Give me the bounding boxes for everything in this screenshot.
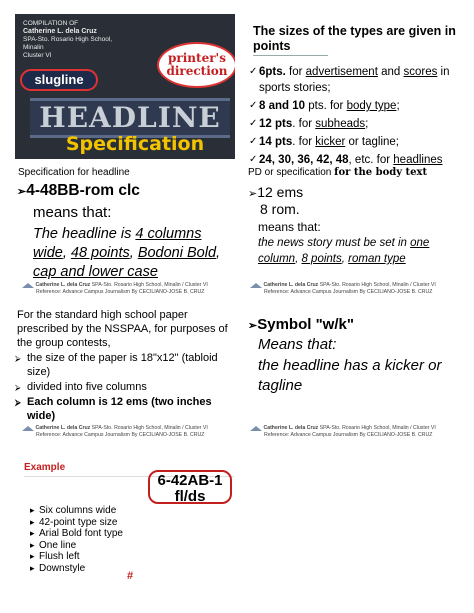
printer-direction-badge: [157, 42, 235, 88]
list-item: ✓ 8 and 10 pts. for body type;: [250, 98, 470, 114]
list-item: ▸ Arial Bold font type: [30, 528, 123, 540]
compilation-author: Catherine L. dela Cruz: [23, 28, 97, 35]
list-item: ✓ 6pts. for advertisement and scores in sports stories;: [250, 64, 470, 96]
headline-spec-slide: [15, 14, 235, 159]
example-list: [30, 505, 123, 574]
list-item: ▸ 42-point type size: [30, 517, 123, 529]
title-underline: [253, 55, 328, 56]
compilation-school: SPA-Sto. Rosario High School,: [23, 36, 113, 43]
slide-footer: Catherine L. dela Cruz SPA-Sto. Rosario High School, Minalin / Cluster VI Reference: Advance Campus Journalism By CECILIANO-JOSE B. CRUZ: [250, 282, 465, 296]
type-sizes-list: [250, 64, 470, 170]
list-item: ✓ 24, 30, 36, 42, 48, etc. for headlines: [250, 152, 470, 168]
example-label: Example: [24, 462, 66, 473]
list-item: ▸ Six columns wide: [30, 505, 123, 517]
slide-footer: Catherine L. dela Cruz SPA-Sto. Rosario High School, Minalin / Cluster VI Reference: Advance Campus Journalism By CECILIANO-JOSE B. CRUZ: [250, 425, 465, 439]
headline-spec-code: ➢4-48BB-rom clc: [17, 182, 140, 199]
type-sizes-title: The sizes of the types are given in points: [253, 24, 456, 53]
list-item: ⮚ divided into five columns: [17, 380, 237, 394]
example-code-line2: fl/ds: [174, 488, 206, 505]
paper-size-block: [17, 308, 237, 423]
headline-spec-description: The headline is 4 columns wide, 48 points, Bodoni Bold, cap and lower case: [33, 226, 221, 280]
symbol-description: the headline has a kicker or tagline: [258, 357, 442, 394]
slide-footer: Catherine L. dela Cruz SPA-Sto. Rosario High School, Minalin / Cluster VI Reference: Advance Campus Journalism By CECILIANO-JOSE B. CRUZ: [22, 282, 237, 296]
list-item: ▸ One line: [30, 540, 123, 552]
list-item: ✓ 12 pts. for subheads;: [250, 116, 470, 132]
means-that-label: Means that:: [258, 336, 337, 353]
compilation-place: Minalin: [23, 44, 44, 51]
list-item: ⮚ Each column is 12 ems (two inches wide): [17, 395, 237, 423]
arrow-bullet-icon: ➢: [248, 320, 258, 332]
compilation-cluster: Cluster VI: [23, 52, 52, 59]
slugline-badge: slugline: [20, 69, 98, 91]
means-that-label: means that:: [33, 204, 112, 221]
footer-logo-icon: [22, 282, 34, 289]
list-item: ⮚ the size of the paper is 18"x12" (tabloid size): [17, 351, 237, 379]
footer-logo-icon: [22, 425, 34, 432]
arrow-bullet-icon: ➢: [17, 186, 27, 198]
headline-word: HEADLINE: [30, 98, 230, 138]
footer-logo-icon: [250, 282, 262, 289]
compilation-label: COMPILATION OF: [23, 20, 79, 27]
body-spec-caption: PD or specification for the body text: [248, 167, 428, 178]
specification-word: Specification: [65, 133, 205, 155]
headline-spec-caption: Specification for headline: [18, 167, 130, 178]
example-code-line1: 6-42AB-1: [157, 472, 223, 489]
list-item: ▸ Flush left: [30, 551, 123, 563]
body-spec-ems: ➢12 ems: [248, 184, 304, 200]
list-item: ▸ Downstyle: [30, 563, 123, 575]
slide-footer: Catherine L. dela Cruz SPA-Sto. Rosario High School, Minalin / Cluster VI Reference: Advance Campus Journalism By CECILIANO-JOSE B. CRUZ: [22, 425, 237, 439]
printer-direction-text: printer's direction: [166, 51, 228, 78]
body-spec-rom: 8 rom.: [260, 201, 300, 217]
example-code-box: [148, 470, 232, 504]
hash-mark: #: [127, 570, 134, 582]
body-spec-description: the news story must be set in one column, 8 points, roman type: [258, 237, 430, 265]
means-that-label: means that:: [258, 220, 321, 234]
footer-logo-icon: [250, 425, 262, 432]
arrow-bullet-icon: ➢: [248, 188, 258, 200]
symbol-title: ➢Symbol "w/k": [248, 316, 354, 333]
compilation-credit: [23, 20, 133, 60]
list-item: ✓ 14 pts. for kicker or tagline;: [250, 134, 470, 150]
paper-intro: For the standard high school paper prescribed by the NSSPAA, for purposes of the group contests,: [17, 309, 228, 349]
